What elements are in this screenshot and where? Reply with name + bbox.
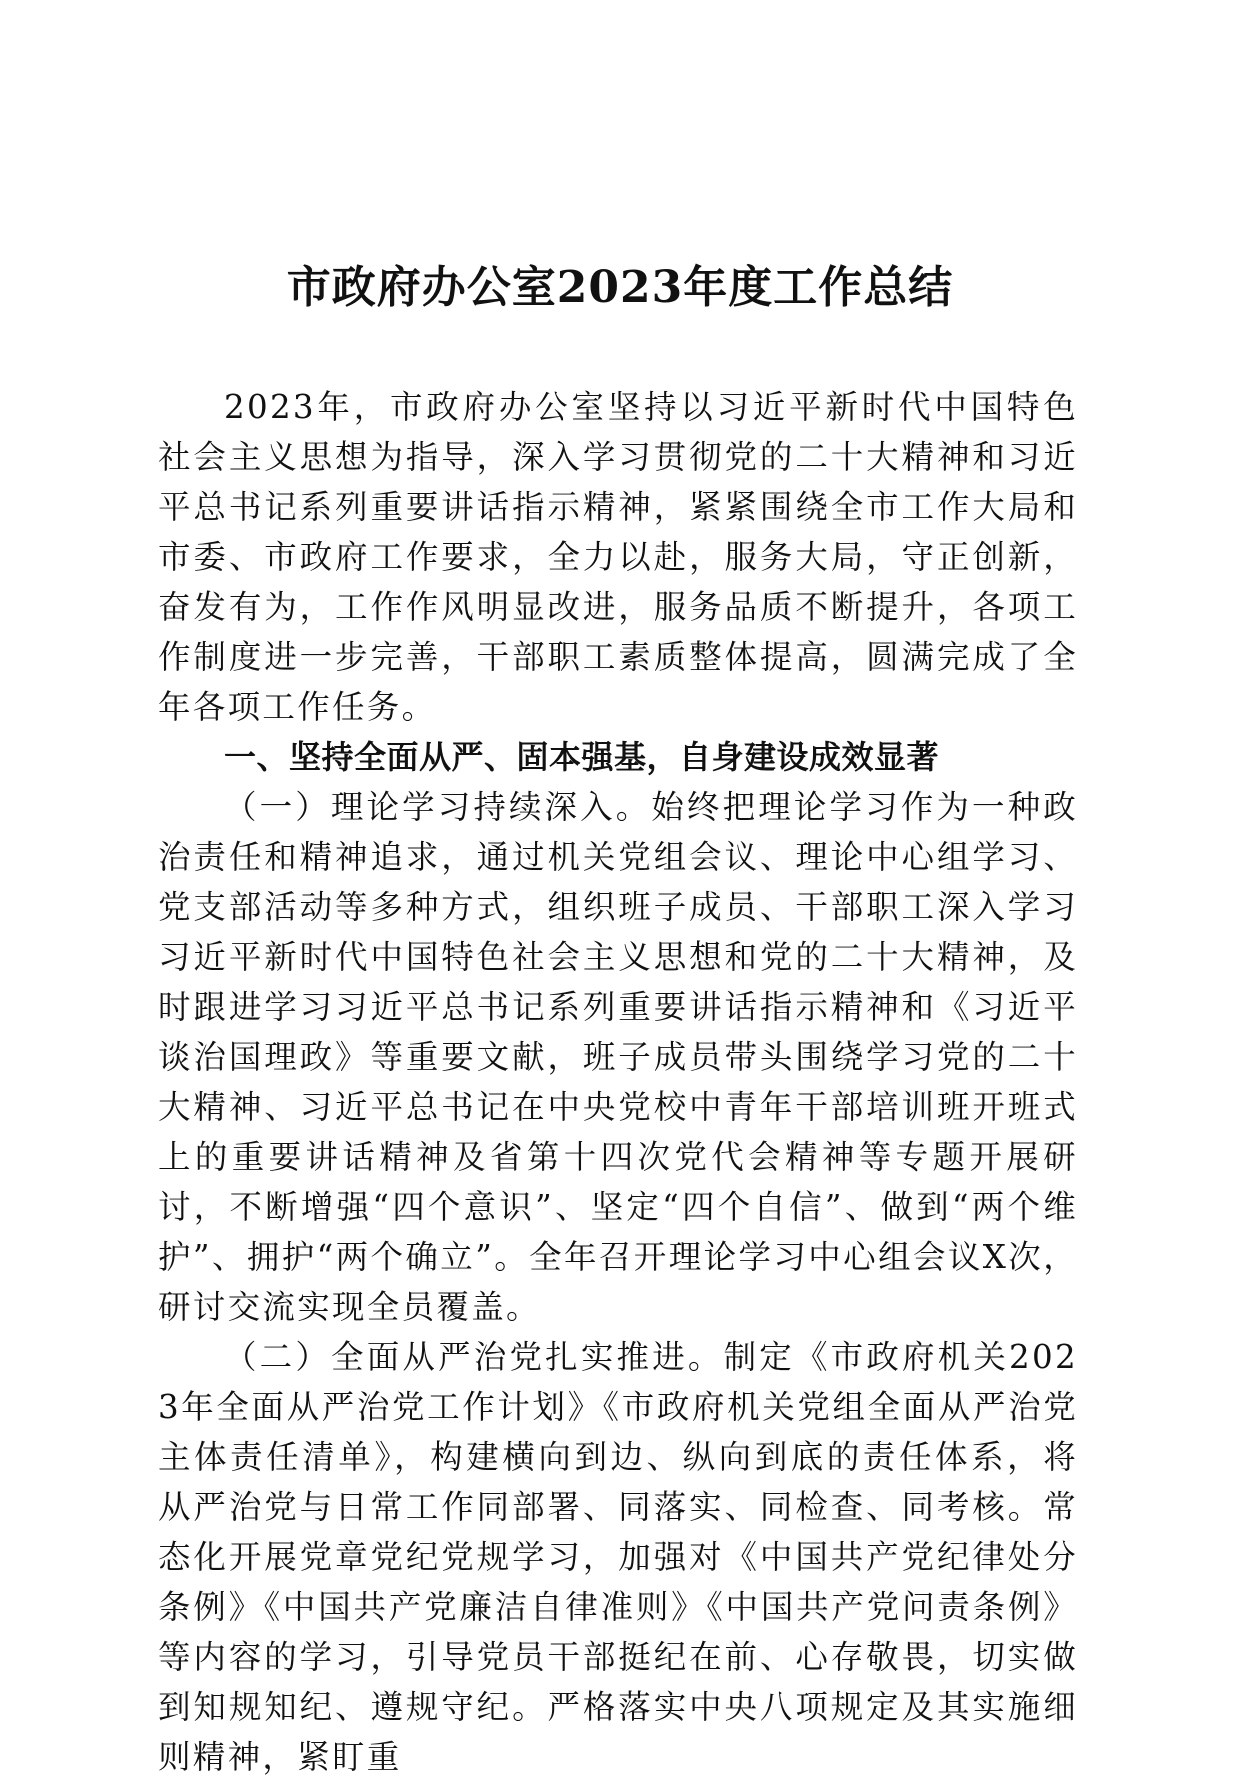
party-governance-paragraph: （二）全面从严治党扎实推进。制定《市政府机关2023年全面从严治党工作计划》《市政府机关党组全面从严治党主体责任清单》，构建横向到边、纵向到底的责任体系，将从严治党与日常工作同部署、同落实、同检查、同考核。常态化开展党章党纪党规学习，加强对《中国共产党纪律处分条例》《中国共产党廉洁自律准则》《中国共产党问责条例》等内容的学习，引导党员干部挺纪在前、心存敬畏，切实做到知规知纪、遵规守纪。严格落实中央八项规定及其实施细则精神，紧盯重 [158, 1338, 1078, 1776]
theory-study-paragraph: （一）理论学习持续深入。始终把理论学习作为一种政治责任和精神追求，通过机关党组会议、理论中心组学习、党支部活动等多种方式，组织班子成员、干部职工深入学习习近平新时代中国特色社会主义思想和党的二十大精神，及时跟进学习习近平总书记系列重要讲话指示精神和《习近平谈治国理政》等重要文献，班子成员带头围绕学习党的二十大精神、习近平总书记在中央党校中青年干部培训班开班式上的重要讲话精神及省第十四次党代会精神等专题开展研讨，不断增强“四个意识”、坚定“四个自信”、做到“两个维护”、拥护“两个确立”。全年召开理论学习中心组会议X次，研讨交流实现全员覆盖。 [158, 788, 1078, 1326]
document-body [158, 382, 1078, 1782]
section-heading: 一、坚持全面从严、固本强基，自身建设成效显著 [224, 738, 940, 776]
intro-paragraph: 2023年，市政府办公室坚持以习近平新时代中国特色社会主义思想为指导，深入学习贯彻党的二十大精神和习近平总书记系列重要讲话指示精神，紧紧围绕全市工作大局和市委、市政府工作要求，全力以赴，服务大局，守正创新，奋发有为，工作作风明显改进，服务品质不断提升，各项工作制度进一步完善，干部职工素质整体提高，圆满完成了全年各项工作任务。 [158, 388, 1078, 726]
document-title: 市政府办公室2023年度工作总结 [286, 262, 954, 313]
